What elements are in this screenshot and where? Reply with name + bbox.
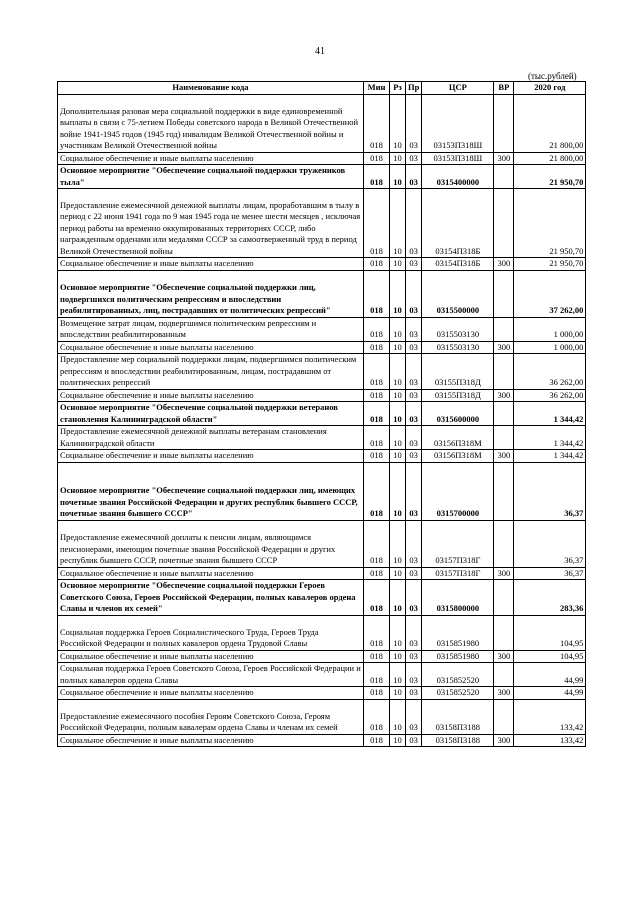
cell-min: 018 — [364, 341, 390, 354]
cell-name: Предоставление ежемесячной доплаты к пенсии лицам, являющимся пенсионерами, имеющим почетные звания Российской Федерации и других республик бывшего СССР, почетные звания бывшего СССР — [58, 520, 364, 567]
cell-rz: 10 — [390, 402, 406, 426]
cell-csr: 03154П318Б — [422, 258, 494, 271]
cell-vr — [494, 317, 514, 341]
cell-rz: 10 — [390, 317, 406, 341]
cell-vr: 300 — [494, 341, 514, 354]
cell-rz: 10 — [390, 354, 406, 390]
header-year: 2020 год — [514, 82, 586, 95]
cell-pr: 03 — [406, 354, 422, 390]
cell-amount: 37 262,00 — [514, 270, 586, 317]
cell-csr: 03155П318Д — [422, 389, 494, 402]
cell-name: Возмещение затрат лицам, подвергшимся политическим репрессиям и впоследствии реабилитированным — [58, 317, 364, 341]
cell-csr: 0315800000 — [422, 580, 494, 616]
cell-amount: 104,95 — [514, 615, 586, 650]
table-row — [58, 258, 586, 271]
cell-name: Социальное обеспечение и иные выплаты населению — [58, 687, 364, 700]
cell-amount: 21 950,70 — [514, 165, 586, 189]
units-label: (тыс.рублей) — [528, 71, 577, 81]
cell-vr — [494, 462, 514, 520]
cell-pr: 03 — [406, 580, 422, 616]
cell-csr: 0315851980 — [422, 650, 494, 663]
cell-min: 018 — [364, 317, 390, 341]
cell-rz: 10 — [390, 462, 406, 520]
cell-pr: 03 — [406, 687, 422, 700]
cell-rz: 10 — [390, 687, 406, 700]
cell-name: Основное мероприятие "Обеспечение социальной поддержки тружеников тыла" — [58, 165, 364, 189]
header-pr: Пр — [406, 82, 422, 95]
table-row — [58, 650, 586, 663]
table-row — [58, 152, 586, 165]
cell-amount: 36,37 — [514, 462, 586, 520]
header-csr: ЦСР — [422, 82, 494, 95]
cell-name: Социальная поддержка Героев Советского Союза, Героев Российской Федерации и полных кавалеров ордена Славы — [58, 663, 364, 687]
cell-rz: 10 — [390, 270, 406, 317]
table-row — [58, 94, 586, 152]
cell-pr: 03 — [406, 520, 422, 567]
cell-min: 018 — [364, 258, 390, 271]
cell-rz: 10 — [390, 152, 406, 165]
cell-csr: 03158П3188 — [422, 699, 494, 734]
cell-name: Социальное обеспечение и иные выплаты населению — [58, 450, 364, 463]
cell-vr: 300 — [494, 734, 514, 747]
cell-pr: 03 — [406, 270, 422, 317]
cell-rz: 10 — [390, 258, 406, 271]
cell-name: Основное мероприятие "Обеспечение социальной поддержки Героев Советского Союза, Героев Российской Федерации, полных кавалеров ордена Славы и членов их семей" — [58, 580, 364, 616]
cell-amount: 21 800,00 — [514, 152, 586, 165]
table-row — [58, 402, 586, 426]
cell-csr: 0315851980 — [422, 615, 494, 650]
cell-pr: 03 — [406, 258, 422, 271]
cell-min: 018 — [364, 389, 390, 402]
cell-csr: 0315852520 — [422, 663, 494, 687]
table-row — [58, 567, 586, 580]
cell-rz: 10 — [390, 567, 406, 580]
cell-name: Социальное обеспечение и иные выплаты населению — [58, 734, 364, 747]
cell-amount: 21 800,00 — [514, 94, 586, 152]
page-number: 41 — [315, 46, 325, 57]
cell-name: Дополнительная разовая мера социальной поддержки в виде единовременной выплаты в связи с 75-летием Победы советского народа в Великой Отечественной войне 1941-1945 годов (1945 год) инвалидам Великой Отечественной войны и участникам Великой Отечественной войны — [58, 94, 364, 152]
cell-name: Предоставление ежемесячной денежной выплаты ветеранам становления Калининградской области — [58, 426, 364, 450]
cell-amount: 283,36 — [514, 580, 586, 616]
cell-pr: 03 — [406, 650, 422, 663]
cell-vr: 300 — [494, 650, 514, 663]
cell-vr — [494, 426, 514, 450]
cell-vr: 300 — [494, 258, 514, 271]
cell-rz: 10 — [390, 520, 406, 567]
cell-rz: 10 — [390, 165, 406, 189]
cell-rz: 10 — [390, 389, 406, 402]
cell-csr: 03158П3188 — [422, 734, 494, 747]
cell-pr: 03 — [406, 734, 422, 747]
cell-name: Предоставление мер социальной поддержки лицам, подвергшимся политическим репрессиям и впоследствии реабилитированным, лицам, пострадавшим от политических репрессий — [58, 354, 364, 390]
cell-csr: 03154П318Б — [422, 189, 494, 258]
cell-rz: 10 — [390, 341, 406, 354]
cell-name: Социальное обеспечение и иные выплаты населению — [58, 567, 364, 580]
cell-pr: 03 — [406, 426, 422, 450]
cell-amount: 133,42 — [514, 699, 586, 734]
cell-vr — [494, 165, 514, 189]
cell-min: 018 — [364, 270, 390, 317]
table-row — [58, 270, 586, 317]
table-header-row — [58, 82, 586, 95]
cell-name: Социальное обеспечение и иные выплаты населению — [58, 341, 364, 354]
cell-vr — [494, 354, 514, 390]
cell-vr — [494, 270, 514, 317]
cell-rz: 10 — [390, 650, 406, 663]
cell-min: 018 — [364, 663, 390, 687]
cell-min: 018 — [364, 165, 390, 189]
cell-vr — [494, 402, 514, 426]
cell-rz: 10 — [390, 734, 406, 747]
cell-min: 018 — [364, 615, 390, 650]
header-rz: Рз — [390, 82, 406, 95]
cell-pr: 03 — [406, 389, 422, 402]
cell-min: 018 — [364, 462, 390, 520]
cell-name: Социальное обеспечение и иные выплаты населению — [58, 650, 364, 663]
cell-csr: 03153П318Ш — [422, 94, 494, 152]
cell-vr: 300 — [494, 567, 514, 580]
cell-amount: 21 950,70 — [514, 258, 586, 271]
table-row — [58, 580, 586, 616]
header-min: Мин — [364, 82, 390, 95]
cell-rz: 10 — [390, 580, 406, 616]
cell-amount: 36 262,00 — [514, 354, 586, 390]
cell-pr: 03 — [406, 189, 422, 258]
cell-pr: 03 — [406, 567, 422, 580]
cell-min: 018 — [364, 189, 390, 258]
cell-pr: 03 — [406, 165, 422, 189]
table-row — [58, 734, 586, 747]
cell-name: Социальное обеспечение и иные выплаты населению — [58, 152, 364, 165]
cell-rz: 10 — [390, 450, 406, 463]
cell-min: 018 — [364, 354, 390, 390]
table-row — [58, 687, 586, 700]
header-vr: ВР — [494, 82, 514, 95]
cell-min: 018 — [364, 520, 390, 567]
cell-amount: 44,99 — [514, 687, 586, 700]
cell-vr — [494, 663, 514, 687]
cell-vr — [494, 615, 514, 650]
table-row — [58, 389, 586, 402]
table-row — [58, 317, 586, 341]
cell-pr: 03 — [406, 699, 422, 734]
cell-amount: 1 344,42 — [514, 426, 586, 450]
cell-min: 018 — [364, 450, 390, 463]
table-row — [58, 165, 586, 189]
cell-min: 018 — [364, 426, 390, 450]
cell-name: Предоставление ежемесячного пособия Героям Советского Союза, Героям Российской Федерации, полным кавалерам ордена Славы и членам их семей — [58, 699, 364, 734]
cell-name: Основное мероприятие "Обеспечение социальной поддержки лиц, подвергшихся политическим репрессиям и впоследствии реабилитированных, лиц, пострадавших от политических репрессий" — [58, 270, 364, 317]
cell-csr: 0315600000 — [422, 402, 494, 426]
cell-csr: 03153П318Ш — [422, 152, 494, 165]
cell-amount: 36 262,00 — [514, 389, 586, 402]
cell-csr: 03156П318М — [422, 450, 494, 463]
cell-csr: 0315852520 — [422, 687, 494, 700]
cell-pr: 03 — [406, 402, 422, 426]
table-row — [58, 520, 586, 567]
table-row — [58, 189, 586, 258]
cell-name: Основное мероприятие "Обеспечение социальной поддержки лиц, имеющих почетные звания Российской Федерации и других республик бывшего СССР, почетные звания бывшего СССР" — [58, 462, 364, 520]
cell-name: Основное мероприятие "Обеспечение социальной поддержки ветеранов становления Калининградской области" — [58, 402, 364, 426]
cell-csr: 03157П318Г — [422, 520, 494, 567]
cell-amount: 1 344,42 — [514, 450, 586, 463]
table-row — [58, 462, 586, 520]
cell-csr: 03155П318Д — [422, 354, 494, 390]
cell-vr — [494, 520, 514, 567]
cell-pr: 03 — [406, 615, 422, 650]
cell-csr: 0315400000 — [422, 165, 494, 189]
cell-pr: 03 — [406, 317, 422, 341]
cell-min: 018 — [364, 94, 390, 152]
cell-vr: 300 — [494, 152, 514, 165]
cell-pr: 03 — [406, 462, 422, 520]
cell-vr: 300 — [494, 389, 514, 402]
cell-rz: 10 — [390, 426, 406, 450]
cell-min: 018 — [364, 152, 390, 165]
cell-csr: 0315503130 — [422, 341, 494, 354]
table-body — [58, 94, 586, 747]
cell-pr: 03 — [406, 152, 422, 165]
cell-amount: 44,99 — [514, 663, 586, 687]
budget-table — [57, 81, 586, 747]
cell-vr: 300 — [494, 450, 514, 463]
cell-rz: 10 — [390, 663, 406, 687]
table-row — [58, 450, 586, 463]
cell-rz: 10 — [390, 615, 406, 650]
cell-name: Социальная поддержка Героев Социалистического Труда, Героев Труда Российской Федерации и полных кавалеров ордена Трудовой Славы — [58, 615, 364, 650]
table-row — [58, 341, 586, 354]
cell-min: 018 — [364, 567, 390, 580]
cell-pr: 03 — [406, 450, 422, 463]
cell-vr — [494, 699, 514, 734]
cell-vr — [494, 580, 514, 616]
table-row — [58, 699, 586, 734]
table-row — [58, 663, 586, 687]
cell-pr: 03 — [406, 663, 422, 687]
table-row — [58, 426, 586, 450]
cell-min: 018 — [364, 402, 390, 426]
cell-vr: 300 — [494, 687, 514, 700]
cell-vr — [494, 189, 514, 258]
cell-csr: 03156П318М — [422, 426, 494, 450]
cell-amount: 1 000,00 — [514, 317, 586, 341]
cell-min: 018 — [364, 687, 390, 700]
header-name: Наименование кода — [58, 82, 364, 95]
cell-csr: 0315503130 — [422, 317, 494, 341]
cell-min: 018 — [364, 580, 390, 616]
cell-amount: 104,95 — [514, 650, 586, 663]
cell-amount: 133,42 — [514, 734, 586, 747]
cell-csr: 0315500000 — [422, 270, 494, 317]
cell-amount: 36,37 — [514, 520, 586, 567]
cell-pr: 03 — [406, 94, 422, 152]
cell-rz: 10 — [390, 699, 406, 734]
table-row — [58, 615, 586, 650]
cell-amount: 21 950,70 — [514, 189, 586, 258]
cell-csr: 0315700000 — [422, 462, 494, 520]
cell-rz: 10 — [390, 94, 406, 152]
cell-pr: 03 — [406, 341, 422, 354]
cell-name: Социальное обеспечение и иные выплаты населению — [58, 389, 364, 402]
cell-min: 018 — [364, 699, 390, 734]
cell-rz: 10 — [390, 189, 406, 258]
cell-min: 018 — [364, 650, 390, 663]
cell-amount: 1 344,42 — [514, 402, 586, 426]
cell-min: 018 — [364, 734, 390, 747]
table-row — [58, 354, 586, 390]
cell-csr: 03157П318Г — [422, 567, 494, 580]
cell-amount: 1 000,00 — [514, 341, 586, 354]
cell-amount: 36,37 — [514, 567, 586, 580]
cell-vr — [494, 94, 514, 152]
cell-name: Социальное обеспечение и иные выплаты населению — [58, 258, 364, 271]
cell-name: Предоставление ежемесячной денежной выплаты лицам, проработавшим в тылу в период с 22 июня 1941 года по 9 мая 1945 года не менее шести месяцев , исключая период работы на временно оккупированных территориях СССР, либо награжденным орденами или медалями СССР за самоотверженный труд в период Великой Отечественной войны — [58, 189, 364, 258]
